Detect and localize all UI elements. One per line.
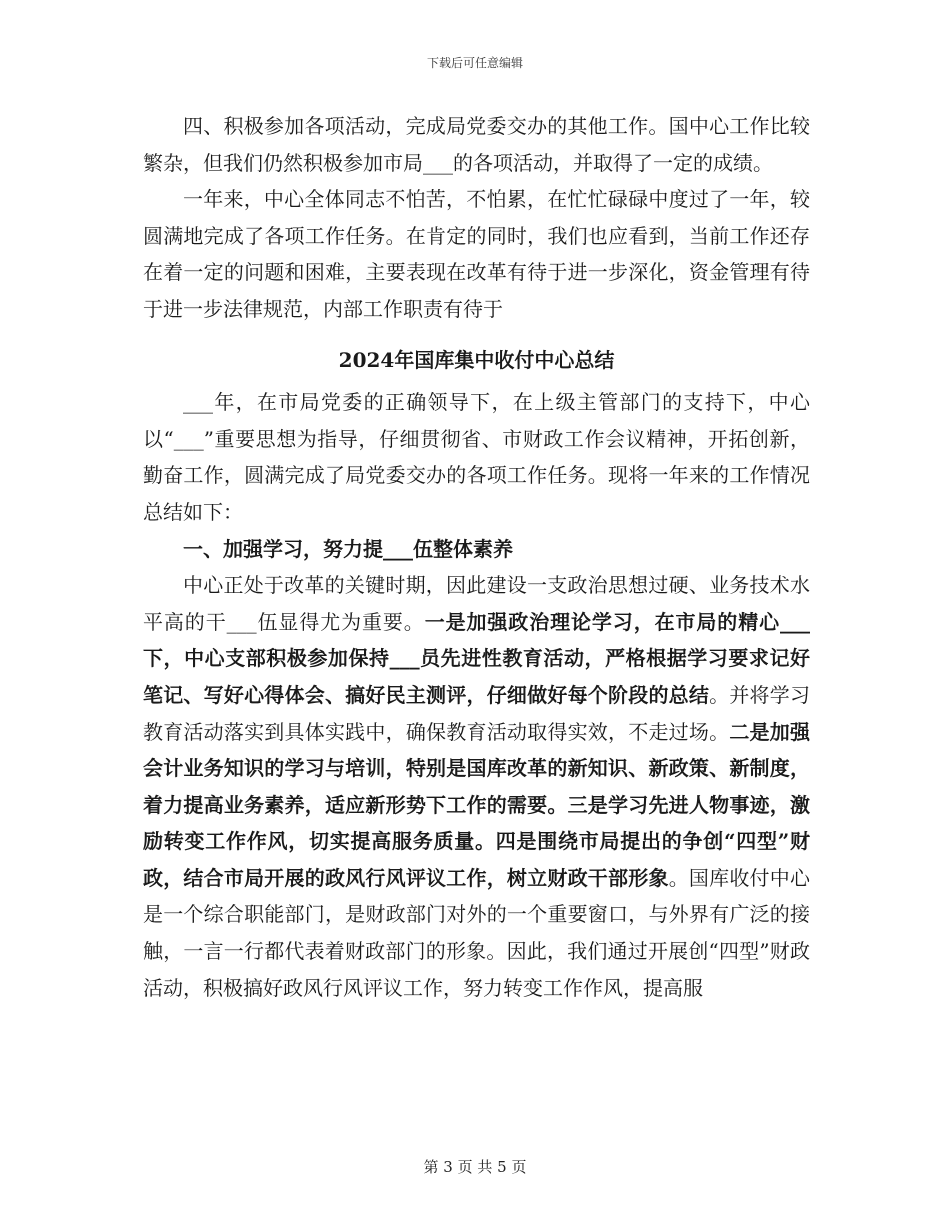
document-body — [143, 108, 810, 1006]
text-segment: 中心正处于改革的关键时期，因此建设一支政治思想过硬、业务技术水平高的干___伍显得尤为重要。 — [143, 573, 810, 634]
text-segment: 。并将学习教育活动落实到具体实践中，确保教育活动取得实效，不走过场。 — [143, 682, 810, 744]
paragraph-intro: ___年，在市局党委的正确领导下，在上级主管部门的支持下，中心以“___”重要思想为指导，仔细贯彻省、市财政工作会议精神，开拓创新，勤奋工作，圆满完成了局党委交办的各项工作任务。现将一年来的工作情况总结如下： — [143, 390, 810, 524]
document-title: 2024年国库集中收付中心总结 — [338, 347, 615, 372]
section-heading-1: 一、加强学习，努力提___伍整体素养 — [183, 536, 513, 561]
page-header: 下载后可任意编辑 — [426, 56, 523, 70]
paragraph-activities: 四、积极参加各项活动，完成局党委交办的其他工作。国中心工作比较繁杂，但我们仍然积极参加市局___的各项活动，并取得了一定的成绩。 — [143, 114, 810, 175]
paragraph-year-summary: 一年来，中心全体同志不怕苦，不怕累，在忙忙碌碌中度过了一年，较圆满地完成了各项工作任务。在肯定的同时，我们也应看到，当前工作还存在着一定的问题和困难，主要表现在改革有待于进一步深化，资金管理有待于进一步法律规范，内部工作职责有待于 — [143, 187, 810, 321]
bold-text-segment: 一是加强政治理论学习，在市局的精心___下，中心支部积极参加保持___员先进性教育活动，严格根据学习要求记好笔记、写好心得体会、搞好民主测评，仔细做好每个阶段的总结 — [143, 609, 811, 707]
bold-text-segment: 二是加强会计业务知识的学习与培训，特别是国库改革的新知识、新政策、新制度，着力提高业务素养，适应新形势下工作的需要。三是学习先进人物事迹，激励转变工作作风，切实提高服务质量。四是围绕市局提出的争创“四型”财政，结合市局开展的政风行风评议工作，树立财政干部形象 — [143, 719, 810, 890]
page-number: 第 3 页 共 5 页 — [423, 1158, 527, 1176]
paragraph-study — [143, 567, 810, 1006]
text-segment: 。国库收付中心是一个综合职能部门，是财政部门对外的一个重要窗口，与外界有广泛的接触，一言一行都代表着财政部门的形象。因此，我们通过开展创“四型”财政活动，积极搞好政风行风评议工作，努力转变工作作风，提高服 — [143, 865, 810, 1000]
